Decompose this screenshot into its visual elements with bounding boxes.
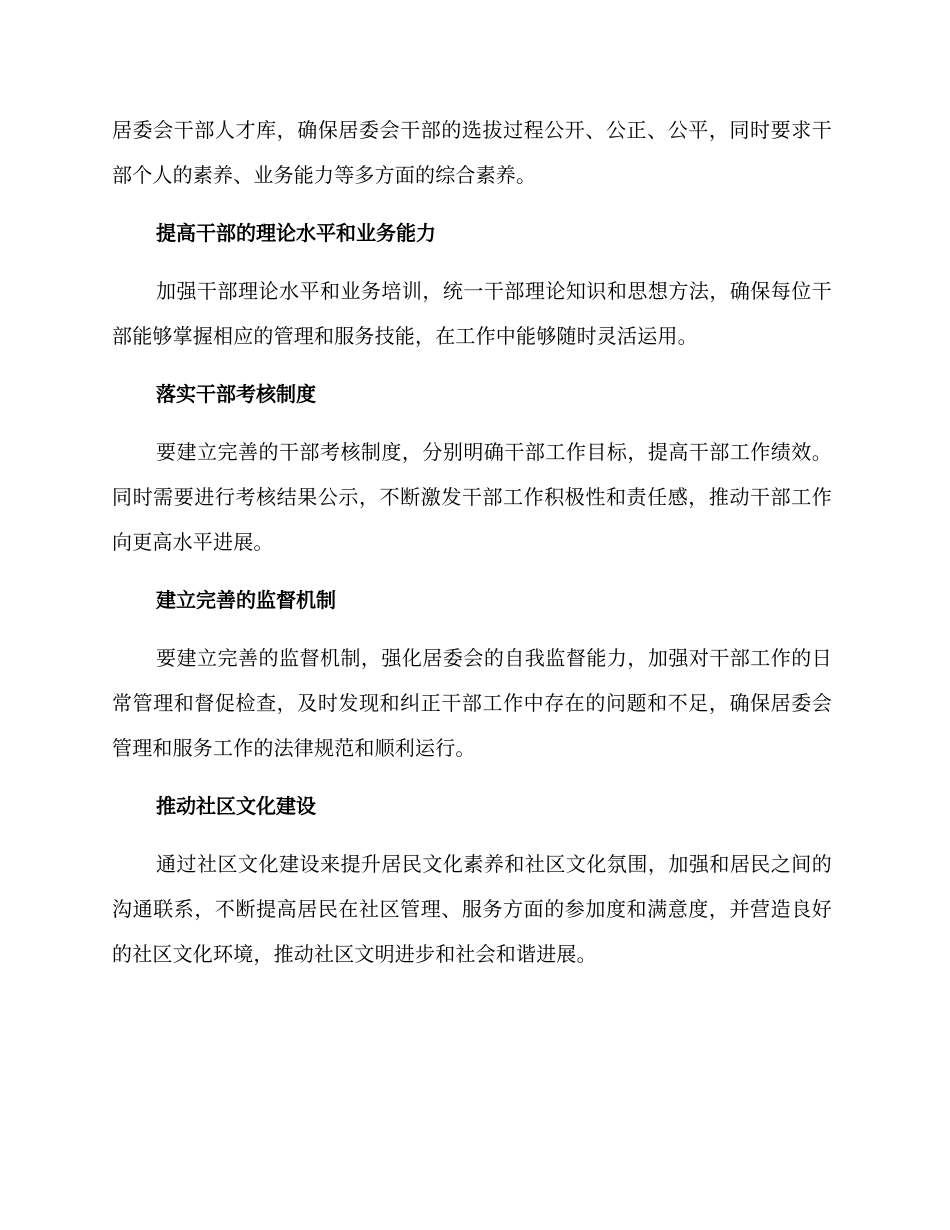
section-body-theory: 加强干部理论水平和业务培训，统一干部理论知识和思想方法，确保每位干部能够掌握相应的管理和服务技能，在工作中能够随时灵活运用。 [112, 279, 832, 348]
document-page [112, 108, 832, 977]
section-body-supervision: 要建立完善的监督机制，强化居委会的自我监督能力，加强对干部工作的日常管理和督促检查，及时发现和纠正干部工作中存在的问题和不足，确保居委会管理和服务工作的法律规范和顺利运行。 [112, 646, 832, 760]
section-heading-supervision: 建立完善的监督机制 [156, 588, 336, 612]
section-body-assessment: 要建立完善的干部考核制度，分别明确干部工作目标，提高干部工作绩效。同时需要进行考核结果公示，不断激发干部工作积极性和责任感，推动干部工作向更高水平进展。 [112, 440, 832, 554]
section-heading-culture: 推动社区文化建设 [156, 794, 316, 818]
section-heading-theory: 提高干部的理论水平和业务能力 [156, 221, 436, 245]
intro-paragraph: 居委会干部人才库，确保居委会干部的选拔过程公开、公正、公平，同时要求干部个人的素养、业务能力等多方面的综合素养。 [112, 118, 832, 187]
section-body-culture: 通过社区文化建设来提升居民文化素养和社区文化氛围，加强和居民之间的沟通联系，不断提高居民在社区管理、服务方面的参加度和满意度，并营造良好的社区文化环境，推动社区文明进步和社会和谐进展。 [112, 852, 832, 966]
section-heading-assessment: 落实干部考核制度 [156, 382, 316, 406]
